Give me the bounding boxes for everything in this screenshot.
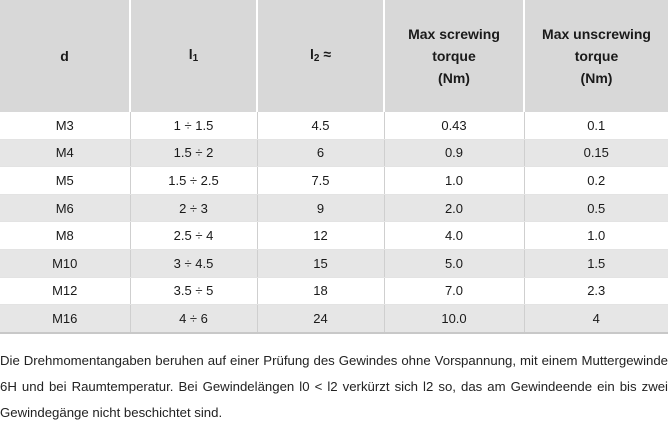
table-row bbox=[0, 222, 668, 250]
cell-d: M5 bbox=[0, 167, 130, 195]
cell-max-screwing: 10.0 bbox=[384, 305, 524, 333]
cell-max-unscrewing: 0.15 bbox=[524, 139, 668, 167]
cell-max-screwing: 0.43 bbox=[384, 112, 524, 139]
cell-l1: 2 ÷ 3 bbox=[130, 194, 257, 222]
table-row bbox=[0, 277, 668, 305]
cell-l2: 7.5 bbox=[257, 167, 384, 195]
cell-max-unscrewing: 2.3 bbox=[524, 277, 668, 305]
header-max-screwing-line1: Max screwing bbox=[408, 26, 500, 42]
header-l2 bbox=[257, 0, 384, 112]
cell-l2: 24 bbox=[257, 305, 384, 333]
header-l1-subscript: 1 bbox=[192, 52, 199, 64]
cell-l2: 6 bbox=[257, 139, 384, 167]
table-body bbox=[0, 112, 668, 333]
header-l2-approx: ≈ bbox=[319, 45, 332, 62]
cell-max-unscrewing: 4 bbox=[524, 305, 668, 333]
cell-max-screwing: 4.0 bbox=[384, 222, 524, 250]
cell-max-unscrewing: 0.5 bbox=[524, 194, 668, 222]
cell-l1: 3 ÷ 4.5 bbox=[130, 249, 257, 277]
cell-d: M12 bbox=[0, 277, 130, 305]
header-row bbox=[0, 0, 668, 112]
cell-max-screwing: 0.9 bbox=[384, 139, 524, 167]
cell-d: M4 bbox=[0, 139, 130, 167]
cell-l2: 12 bbox=[257, 222, 384, 250]
table-header bbox=[0, 0, 668, 112]
header-l2-subscript: 2 bbox=[313, 52, 320, 64]
header-d bbox=[0, 0, 130, 112]
header-l2-label: l bbox=[309, 45, 314, 62]
cell-l1: 1 ÷ 1.5 bbox=[130, 112, 257, 139]
cell-l1: 3.5 ÷ 5 bbox=[130, 277, 257, 305]
footnote-text: Die Drehmomentangaben beruhen auf einer Prüfung des Gewindes ohne Vorspannung, mit einem Muttergewinde 6H und bei Raumtemperatur. Bei Gewindelängen l0 < l2 verkürzt sich l2 so, das am Gewindeende ein bis zwei Gewindegänge nicht beschichtet sind. bbox=[0, 352, 668, 420]
cell-d: M10 bbox=[0, 249, 130, 277]
cell-l1: 2.5 ÷ 4 bbox=[130, 222, 257, 250]
header-max-screwing-torque bbox=[384, 0, 524, 112]
cell-l2: 4.5 bbox=[257, 112, 384, 139]
cell-l2: 18 bbox=[257, 277, 384, 305]
table-row bbox=[0, 305, 668, 333]
cell-l1: 1.5 ÷ 2 bbox=[130, 139, 257, 167]
header-l1 bbox=[130, 0, 257, 112]
table-row bbox=[0, 139, 668, 167]
cell-l2: 15 bbox=[257, 249, 384, 277]
header-max-unscrewing-torque bbox=[524, 0, 668, 112]
table-row bbox=[0, 249, 668, 277]
cell-l1: 4 ÷ 6 bbox=[130, 305, 257, 333]
header-max-unscrewing-line3: (Nm) bbox=[580, 70, 613, 86]
cell-l2: 9 bbox=[257, 194, 384, 222]
cell-max-unscrewing: 1.0 bbox=[524, 222, 668, 250]
cell-max-screwing: 7.0 bbox=[384, 277, 524, 305]
table-row bbox=[0, 112, 668, 139]
table-row bbox=[0, 194, 668, 222]
cell-max-screwing: 2.0 bbox=[384, 194, 524, 222]
table-row bbox=[0, 167, 668, 195]
cell-max-screwing: 1.0 bbox=[384, 167, 524, 195]
header-max-screwing-line3: (Nm) bbox=[438, 70, 470, 86]
cell-d: M6 bbox=[0, 194, 130, 222]
cell-max-screwing: 5.0 bbox=[384, 249, 524, 277]
cell-l1: 1.5 ÷ 2.5 bbox=[130, 167, 257, 195]
header-l1-label: l bbox=[188, 45, 193, 62]
cell-max-unscrewing: 1.5 bbox=[524, 249, 668, 277]
header-max-unscrewing-line1: Max unscrewing bbox=[542, 26, 651, 42]
cell-d: M16 bbox=[0, 305, 130, 333]
header-d-label: d bbox=[60, 48, 69, 64]
cell-max-unscrewing: 0.2 bbox=[524, 167, 668, 195]
cell-max-unscrewing: 0.1 bbox=[524, 112, 668, 139]
header-max-unscrewing-line2: torque bbox=[574, 48, 619, 64]
header-max-screwing-line2: torque bbox=[432, 48, 476, 64]
cell-d: M3 bbox=[0, 112, 130, 139]
cell-d: M8 bbox=[0, 222, 130, 250]
